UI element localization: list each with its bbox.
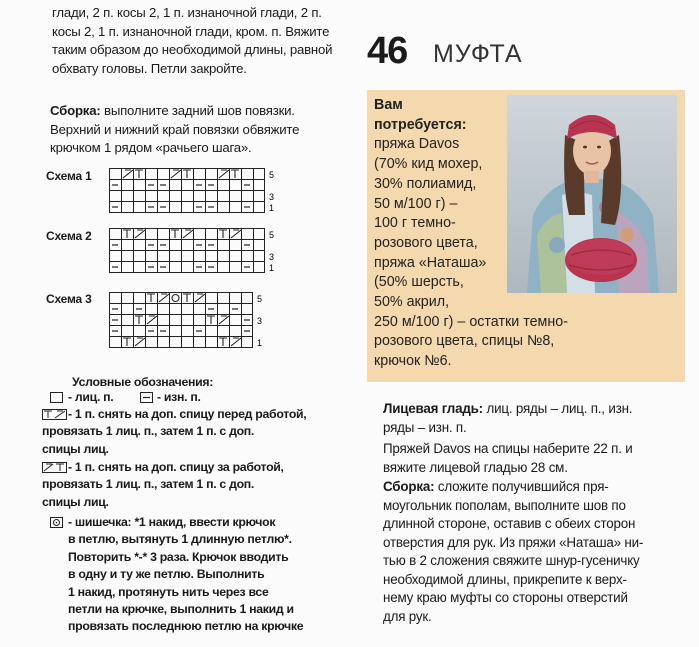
text-line: нему краю муфты со стороны отверстий: [383, 590, 628, 605]
scheme-1-grid: [109, 168, 279, 220]
assembly-label: Сборка:: [50, 103, 101, 118]
material-line: 30% полиамид,: [374, 175, 477, 192]
scheme-1-label: Схема 1: [46, 169, 92, 183]
text-line: [383, 478, 683, 497]
text-line: петли на крючке, выполнить 1 накид и: [68, 602, 294, 617]
text-line: Верхний и нижний край повязки обвяжите: [50, 121, 300, 137]
material-line: пряжа Davos: [374, 136, 460, 153]
text-line: провязать 1 лиц. п., затем 1 п. с доп.: [42, 424, 255, 439]
text-line: провязать 1 лиц. п., затем 1 п. с доп.: [42, 477, 255, 492]
materials-list: [374, 96, 568, 372]
material-line: розового цвета, спицы №8,: [374, 333, 555, 350]
row-number: 5: [269, 230, 275, 240]
scheme-3-label: Схема 3: [46, 292, 92, 306]
legend-bobble: [68, 514, 358, 636]
text-line: глади, 2 п. косы 2, 1 п. изнаночной глади, 2 п.: [52, 5, 322, 20]
text-line: Пряжей Davos на спицы наберите 22 п. и: [383, 441, 633, 456]
text-line: спицы лиц.: [42, 441, 109, 456]
text-line: тью в 2 сложения свяжите шнур-гусеничку: [383, 553, 640, 568]
row-number: 1: [257, 338, 263, 348]
text-line: таким образом до необходимой длины, равной: [52, 42, 333, 57]
material-line: 250 м/100 г) – остатки темно-: [374, 313, 568, 330]
text-line: - 1 п. снять на доп. спицу перед работой,: [68, 407, 307, 421]
cast-on-section: [383, 440, 683, 477]
material-line: пряжа «Наташа»: [374, 254, 487, 271]
assembly-left: [50, 102, 350, 158]
text-span: лиц. ряды – лиц. п., изн.: [482, 401, 633, 416]
text-line: отверстия для рук. Из пряжи «Наташа» ни-: [383, 534, 644, 550]
text-line: Повторить *-* 3 раза. Крючок вводить: [68, 549, 289, 564]
row-number: 3: [269, 252, 275, 262]
text-line: 1 накид, протянуть нить через все: [68, 584, 269, 599]
material-line: 50% акрил,: [374, 294, 450, 311]
material-line: крючок №6.: [374, 353, 452, 370]
legend-purl: - изн. п.: [157, 390, 201, 404]
text-line: в одну и ту же петлю. Выполнить: [68, 567, 265, 582]
row-number: 1: [269, 203, 275, 213]
scheme-2-label: Схема 2: [46, 229, 92, 243]
stockinette-label: Лицевая гладь:: [383, 401, 483, 416]
text-line: вяжите лицевой гладью 28 см.: [383, 459, 568, 475]
assembly-right: [383, 478, 683, 626]
material-line: (70% кид мохер,: [374, 156, 483, 173]
text-line: необходимой длины, прикрепите к верх-: [383, 571, 627, 587]
row-number: 5: [257, 294, 263, 304]
text-line: ряды – изн. п.: [383, 419, 467, 435]
assembly-label: Сборка:: [383, 479, 435, 494]
legend-title: Условные обозначения:: [72, 375, 214, 389]
stockinette-section: [383, 400, 683, 437]
material-line: розового цвета,: [374, 234, 478, 251]
material-line: 50 м/100 г) –: [374, 195, 458, 212]
knit-symbol-icon: [50, 392, 64, 404]
row-number: 3: [257, 316, 263, 326]
row-number: 3: [269, 192, 275, 202]
materials-heading: потребуется:: [374, 116, 467, 133]
text-line: [383, 400, 683, 419]
scheme-3-grid: [109, 292, 279, 358]
legend-knit: - лиц. п.: [68, 390, 114, 404]
text-span: сложите получившийся пря-: [434, 479, 609, 494]
pattern-number: 46: [367, 30, 408, 72]
text-line: длинной стороне, оставив с обеих сторон: [383, 516, 636, 531]
text-line: моугольник пополам, выполните шов по: [383, 497, 626, 513]
pattern-continuation: [52, 4, 352, 78]
material-line: 100 г темно-: [374, 215, 456, 232]
text-line: в петлю, вытянуть 1 длинную петлю*.: [68, 532, 292, 547]
bobble-symbol-icon: [50, 517, 64, 529]
cross-left-symbol-icon: [42, 409, 68, 421]
text-line: провязать последнюю петлю на крючке: [68, 619, 304, 634]
text-line: [50, 102, 350, 121]
material-line: (50% шерсть,: [374, 274, 464, 291]
cross-right-symbol-icon: [42, 462, 68, 474]
text-line: - 1 п. снять на доп. спицу за работой,: [68, 460, 284, 474]
text-line: для рук.: [383, 608, 432, 624]
row-number: 5: [269, 170, 275, 180]
text-line: крючком 1 рядом «рачьего шага».: [50, 140, 252, 155]
text-line: косы 2, 1 п. изнаночной глади, кром. п. Вяжите: [52, 23, 330, 39]
scheme-2-grid: [109, 228, 279, 280]
purl-symbol-icon: [140, 392, 154, 404]
model-photo: [507, 95, 677, 293]
text-line: обхвату головы. Петли закройте.: [52, 60, 247, 76]
text-line: спицы лиц.: [42, 494, 109, 509]
text-line: - шишечка: *1 накид, ввести крючок: [68, 515, 276, 529]
row-number: 1: [269, 263, 275, 273]
legend-cross-right: [42, 459, 358, 511]
materials-heading: Вам: [374, 97, 403, 113]
legend-cross-left: [42, 406, 358, 458]
text-span: выполните задний шов повязки.: [100, 103, 295, 118]
page-title: МУФТА: [433, 40, 523, 68]
